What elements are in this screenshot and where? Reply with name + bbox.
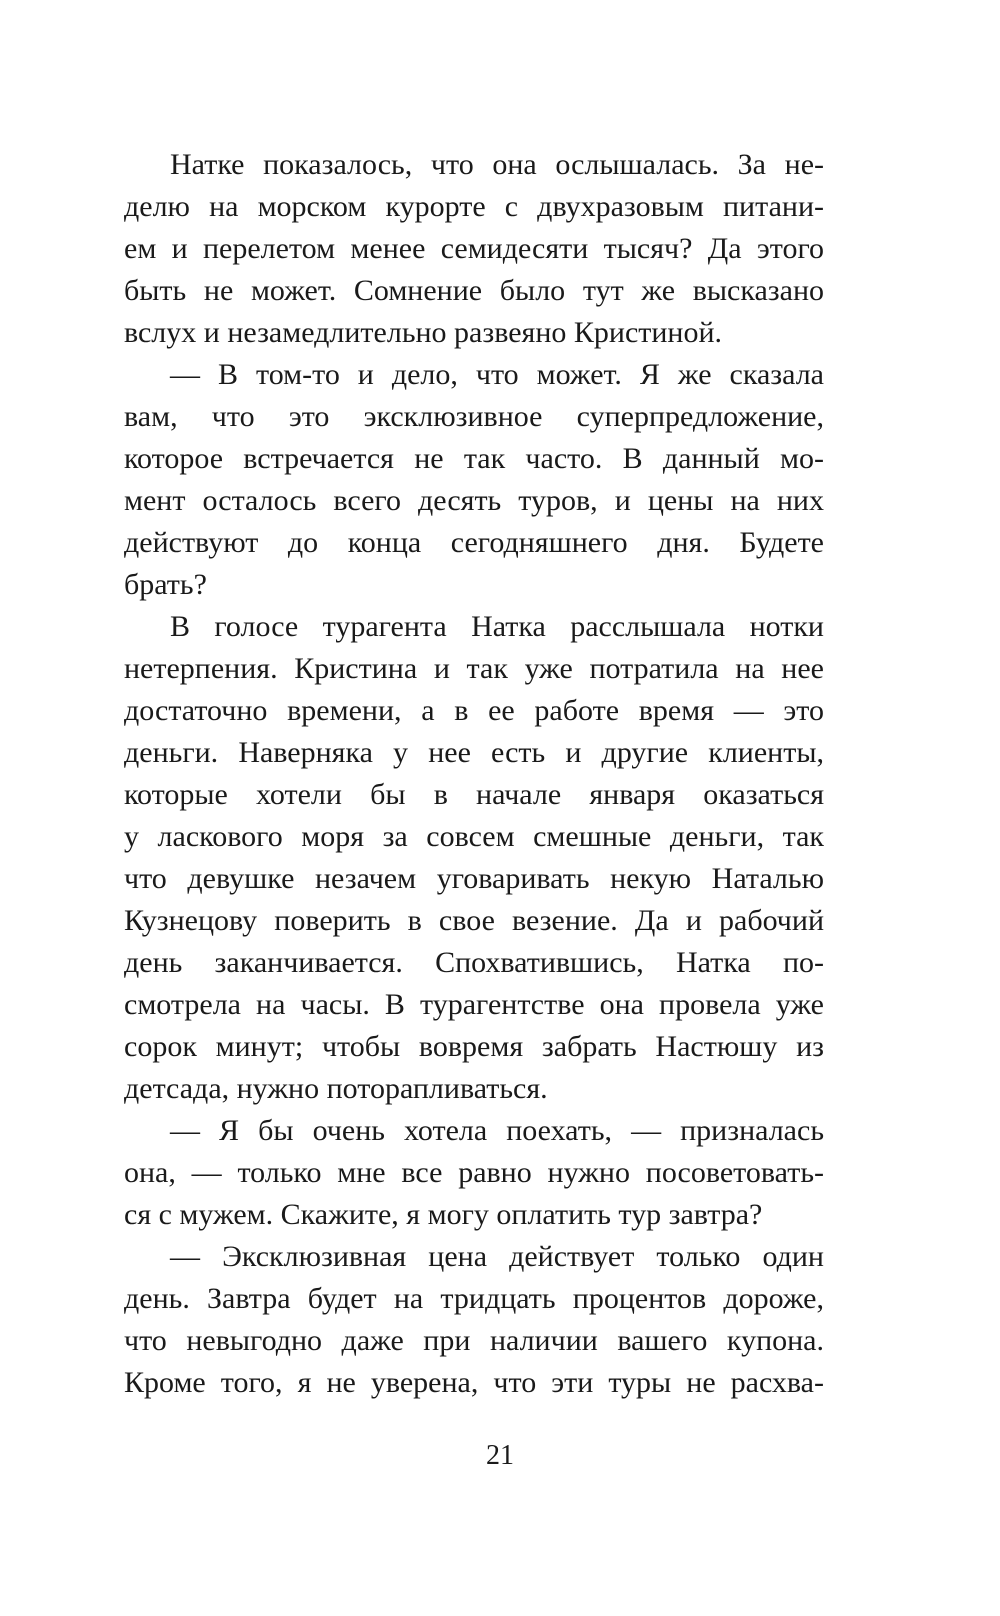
text-line: — Я бы очень хотела поехать, — призналась	[170, 1114, 824, 1147]
text-line: Кроме того, я не уверена, что эти туры не расхва-	[124, 1366, 824, 1399]
text-line: мент осталось всего десять туров, и цены на них	[124, 484, 824, 517]
text-line: она, — только мне все равно нужно посоветовать-	[124, 1156, 824, 1189]
paragraph	[124, 354, 824, 606]
text-line: В голосе турагента Натка расслышала нотки	[170, 610, 824, 643]
text-line: что невыгодно даже при наличии вашего купона.	[124, 1324, 824, 1357]
text-line: ем и перелетом менее семидесяти тысяч? Да этого	[124, 232, 824, 265]
text-line: брать?	[124, 568, 207, 601]
text-line: детсада, нужно поторапливаться.	[124, 1072, 548, 1105]
paragraph	[124, 606, 824, 1110]
page-number: 21	[486, 1440, 514, 1471]
text-line: день заканчивается. Спохватившись, Натка по-	[124, 946, 824, 979]
text-line: которое встречается не так часто. В данный мо-	[124, 442, 824, 475]
page-text	[124, 144, 824, 1404]
text-line: достаточно времени, а в ее работе время — это	[124, 694, 824, 727]
text-line: у ласкового моря за совсем смешные деньги, так	[124, 820, 824, 853]
text-line: Натке показалось, что она ослышалась. За не-	[170, 148, 824, 181]
text-line: нетерпения. Кристина и так уже потратила на нее	[124, 652, 824, 685]
text-line: деньги. Наверняка у нее есть и другие клиенты,	[124, 736, 824, 769]
text-line: делю на морском курорте с двухразовым питани-	[124, 190, 824, 223]
text-line: вам, что это эксклюзивное суперпредложение,	[124, 400, 824, 433]
paragraph	[124, 144, 824, 354]
paragraph	[124, 1110, 824, 1236]
text-line: день. Завтра будет на тридцать процентов дороже,	[124, 1282, 824, 1315]
text-line: что девушке незачем уговаривать некую Наталью	[124, 862, 824, 895]
text-line: быть не может. Сомнение было тут же высказано	[124, 274, 824, 307]
text-line: действуют до конца сегодняшнего дня. Будете	[124, 526, 824, 559]
paragraph	[124, 1236, 824, 1404]
text-line: вслух и незамедлительно развеяно Кристиной.	[124, 316, 723, 349]
text-line: Кузнецову поверить в свое везение. Да и рабочий	[124, 904, 824, 937]
text-line: сорок минут; чтобы вовремя забрать Настюшу из	[124, 1030, 824, 1063]
text-line: — Эксклюзивная цена действует только один	[170, 1240, 824, 1273]
text-line: — В том-то и дело, что может. Я же сказала	[170, 358, 824, 391]
text-line: ся с мужем. Скажите, я могу оплатить тур завтра?	[124, 1198, 763, 1231]
text-line: смотрела на часы. В турагентстве она провела уже	[124, 988, 824, 1021]
text-line: которые хотели бы в начале января оказаться	[124, 778, 824, 811]
